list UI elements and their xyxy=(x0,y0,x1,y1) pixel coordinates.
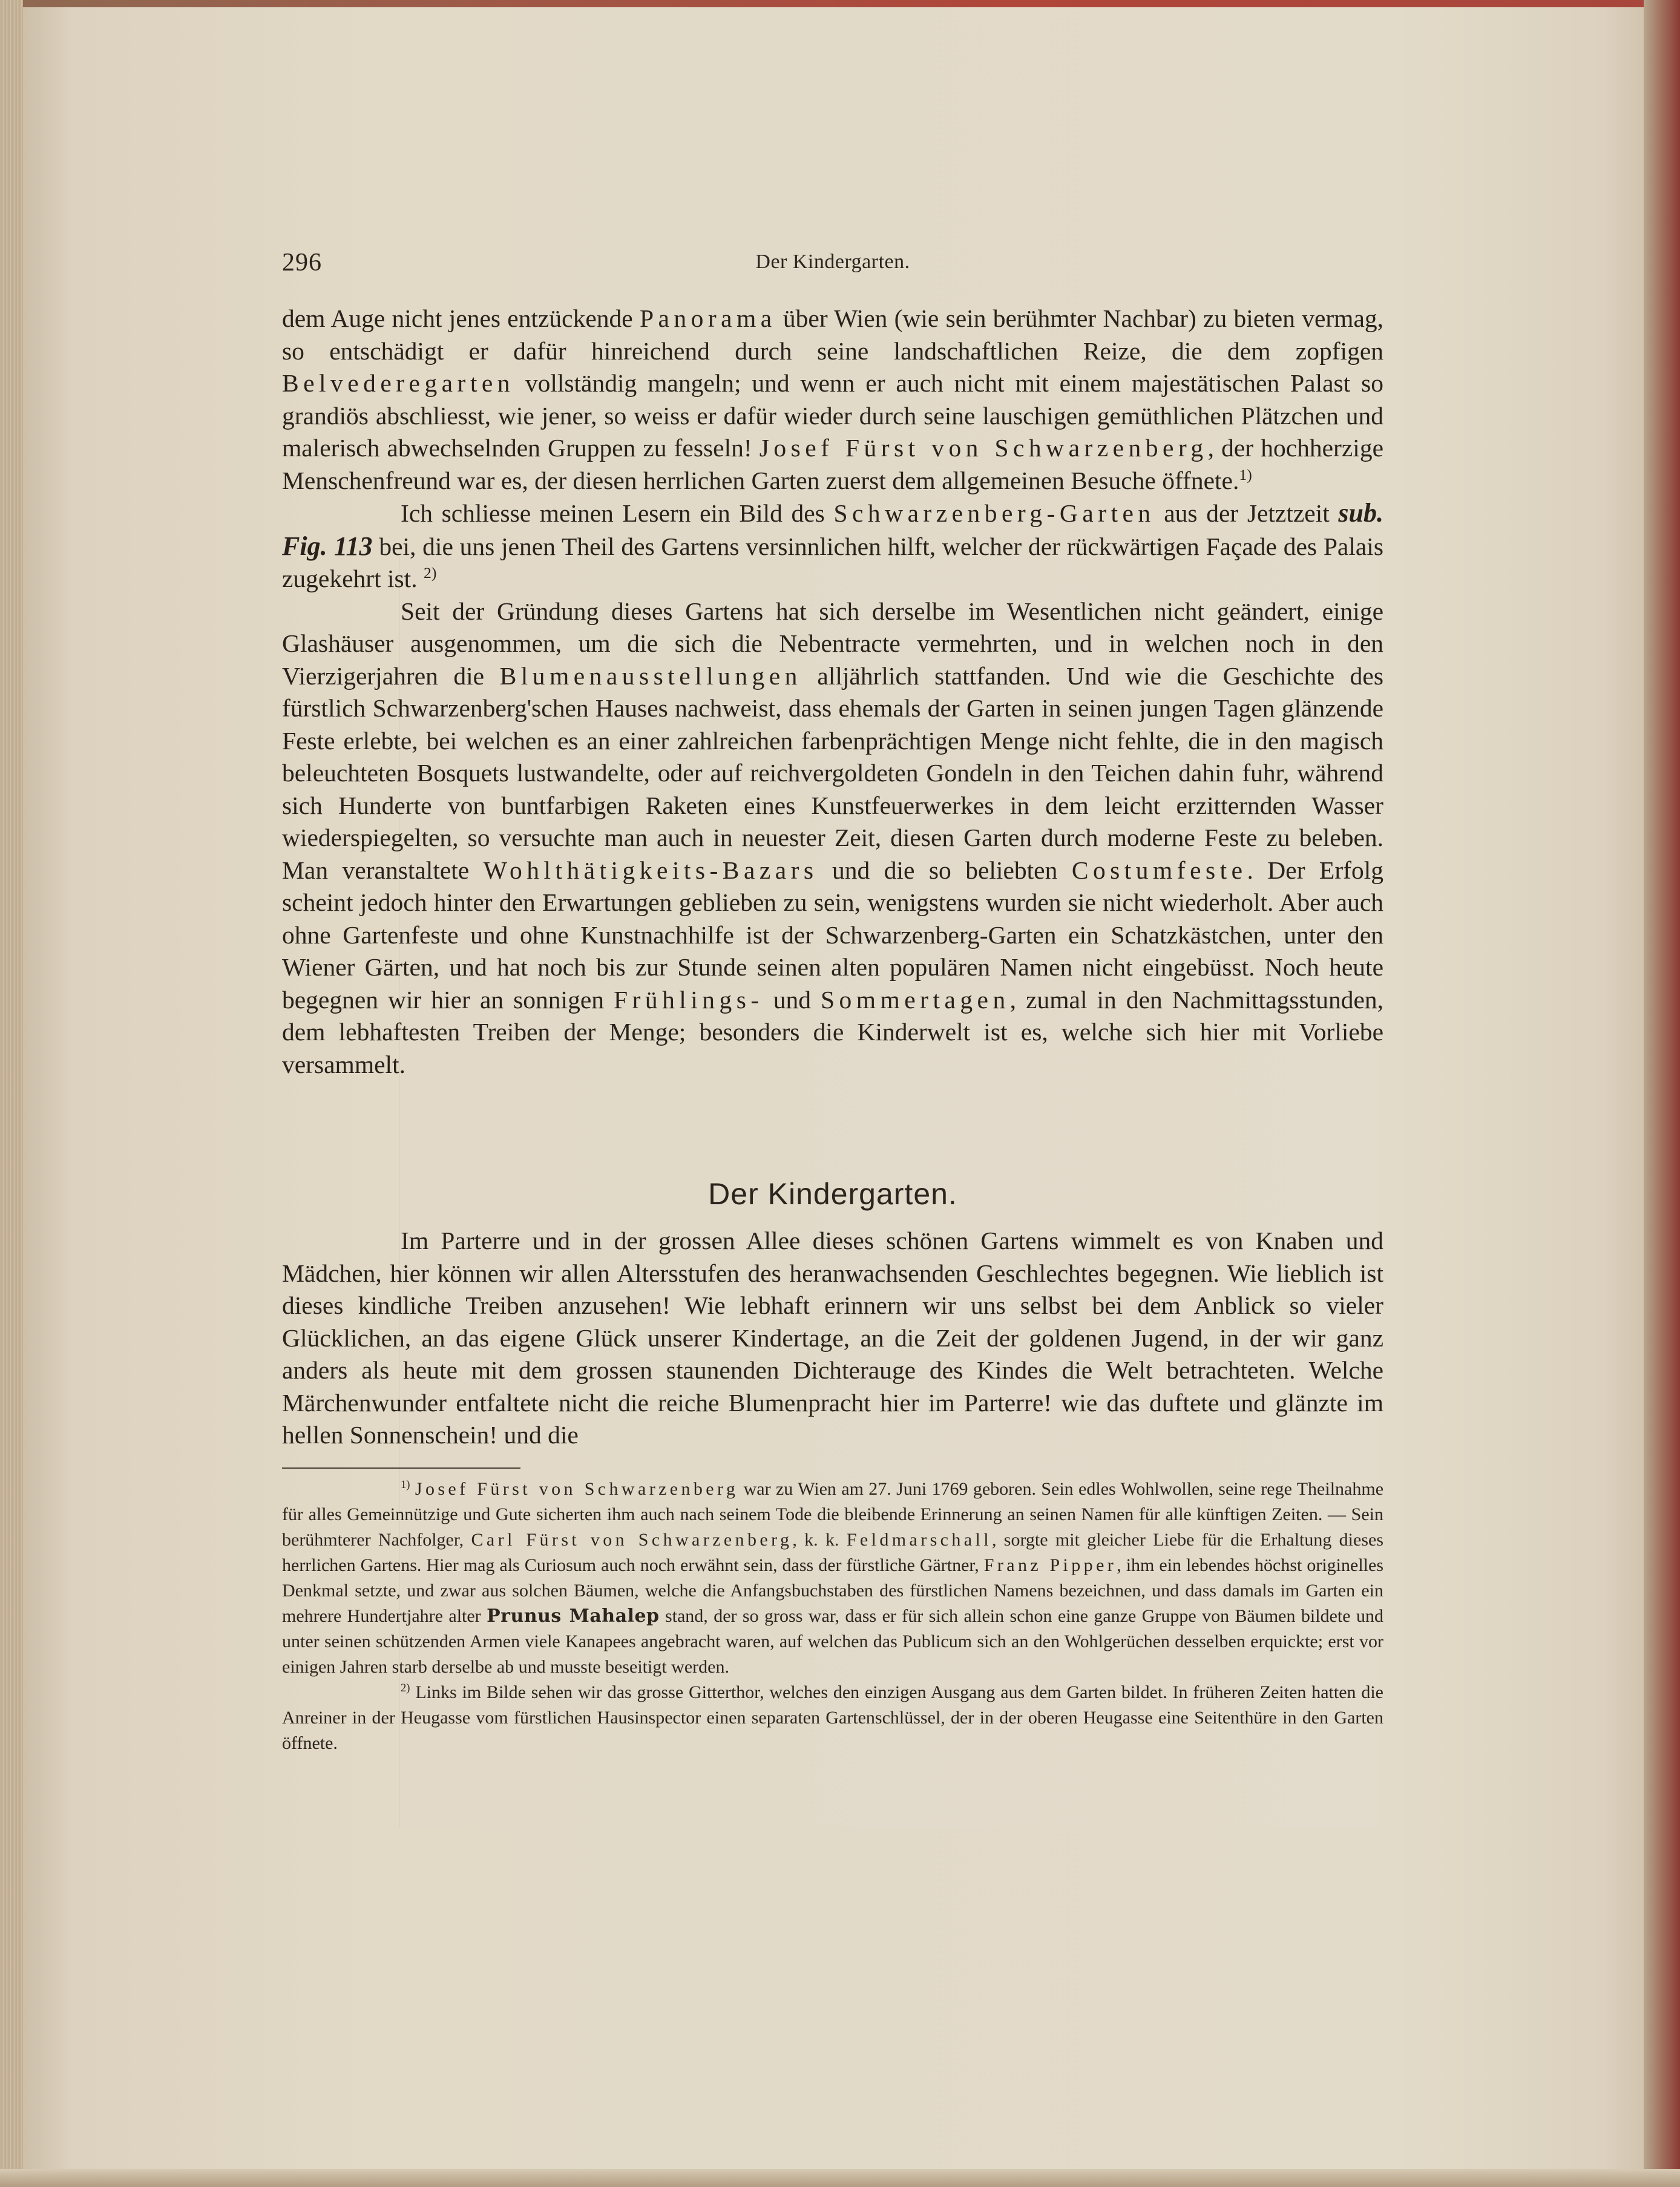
text-run: , k. k. xyxy=(792,1530,847,1550)
footnote-ref-1: 1) xyxy=(1239,465,1252,484)
spaced-name: Josef Fürst von Schwarzenberg xyxy=(759,434,1208,462)
spaced-name: Josef Fürst von Schwarzenberg xyxy=(415,1479,739,1499)
running-header xyxy=(282,248,1383,284)
spaced-term: Blumenausstellungen xyxy=(499,661,802,690)
spaced-term: Costumfeste xyxy=(1071,856,1247,884)
footnote-mark: 1) xyxy=(401,1478,410,1491)
text-run: alljährlich stattfanden. Und wie die Geschichte des fürstlich Schwarzenberg'schen Hauses nachweist, dass ehemals der Garten in seinen jungen Tagen glänzende Feste erlebte, bei welchen es an einer zahlreichen farbenprächtigen Menge nicht fehlte, die in den magisch beleuchteten Bosquets lustwandelte, oder auf reichvergoldeten Gondeln in den Teichen dahin fuhr, während sich Hunderte von buntfarbigen Raketen eines Kunstfeuerwerkes in dem leicht erzitternden Wasser wiederspiegelten, so versuchte man auch in neuester Zeit, diesen Garten durch moderne Feste zu beleben. Man veranstaltete xyxy=(282,661,1383,884)
page-number: 296 xyxy=(282,249,322,277)
text-run: war zu Wien am 27. Juni 1769 geboren. Sein edles Wohlwollen, seine rege Theilnahme für alles Gemeinnützige und Gute sicherten ihm auch nach seinem Tode die bleibende Erinnerung an seinen Namen für alle künftigen Zeiten. — Sein berühmterer Nachfolger, xyxy=(282,1479,1384,1550)
footnote-1 xyxy=(282,1477,1383,1680)
figure-reference: sub. Fig. 113 xyxy=(282,498,1383,561)
page-edge-left xyxy=(0,0,23,2187)
page-edge-right xyxy=(1644,0,1680,2187)
text-run: Links im Bilde sehen wir das grosse Gitterthor, welches den einzigen Ausgang aus dem Garten bildet. In früheren Zeiten hatten die Anreiner in der Heugasse vom fürstlichen Hausinspector einen separaten Gartenschlüssel, der in der oberen Heugasse eine Seitenthüre in den Garten öffnete. xyxy=(282,1682,1383,1753)
text-run: Seit der Gründung dieses Gartens hat sich derselbe im Wesentlichen nicht geändert, einige Glashäuser ausgenommen, um die sich die Nebentracte vermehrten, und in welchen noch in den Vierzigerjahren die xyxy=(282,597,1383,690)
paragraph-2 xyxy=(282,497,1383,595)
blackletter-term: Prunus Mahalep xyxy=(487,1605,660,1627)
text-run: , sorgte mit gleicher Liebe für die Erhaltung dieses herrlichen Gartens. Hier mag als Curiosum auch noch erwähnt sein, dass der fürstliche Gärtner, xyxy=(282,1530,1384,1575)
text-run: und xyxy=(763,985,821,1014)
text-run: . Der Erfolg scheint jedoch hinter den Erwartungen geblieben zu sein, wenigstens wurden sie nicht wiederholt. Aber auch ohne Gartenfeste und ohne Kunstnachhilfe ist der Schwarzenberg-Garten ein Schatzkästchen, unter den Wiener Gärten, und hat noch bis zur Stunde seinen alten populären Namen nicht eingebüsst. Noch heute begegnen wir hier an sonnigen xyxy=(282,856,1383,1014)
paragraph-1 xyxy=(282,303,1383,497)
section-heading: Der Kindergarten. xyxy=(708,1177,957,1211)
spaced-term: Frühlings- xyxy=(614,985,764,1014)
footnote-2 xyxy=(282,1680,1383,1756)
page-edge-top xyxy=(0,0,1680,7)
text-run xyxy=(410,1479,415,1499)
text-run: und die so beliebten xyxy=(818,856,1072,884)
paragraph-3 xyxy=(282,595,1383,1081)
footnote-mark: 2) xyxy=(401,1682,410,1694)
spaced-term: Feldmarschall xyxy=(846,1530,992,1550)
footnote-divider xyxy=(282,1467,520,1469)
section-text xyxy=(282,1225,1383,1452)
spaced-term: Schwarzenberg-Garten xyxy=(833,499,1155,527)
spaced-term: Wohlthätigkeits-Bazars xyxy=(483,856,818,884)
page-edge-bottom xyxy=(0,2169,1680,2187)
spaced-name: Franz Pipper xyxy=(983,1555,1117,1575)
main-text xyxy=(282,303,1383,1081)
text-run: , ihm ein lebendes höchst originelles Denkmal setzte, und zwar aus solchen Bäumen, welche die Anfangsbuchstaben des fürstlichen Namens bezeichnen, und dass damals im Garten ein mehrere Hundertjahre alter xyxy=(282,1555,1383,1626)
spaced-term: Belvederegarten xyxy=(282,369,514,397)
text-run: vollständig mangeln; und wenn er auch nicht mit einem majestätischen Palast so grandiös abschliesst, wie jener, so weiss er dafür wieder durch seine lauschigen gemüthlichen Plätzchen und malerisch abwechselnden Gruppen zu fesseln! xyxy=(282,369,1383,462)
paragraph-4: Im Parterre und in der grossen Allee dieses schönen Gartens wimmelt es von Knaben und Mädchen, hier können wir allen Altersstufen des heranwachsenden Geschlechtes begegnen. Wie lieblich ist dieses kindliche Treiben anzusehen! Wie lebhaft erinnern wir uns selbst bei dem Anblick so vieler Glücklichen, an das eigene Glück unserer Kindertage, an die Zeit der goldenen Jugend, in der wir ganz anders als heute mit dem grossen staunenden Dichterauge des Kindes die Welt betrachteten. Welche Märchenwunder entfaltete nicht die reiche Blumenpracht hier im Parterre! wie das duftete und glänzte im hellen Sonnenschein! und die xyxy=(282,1227,1383,1449)
running-title: Der Kindergarten. xyxy=(755,251,910,273)
spaced-term: Sommertagen xyxy=(821,985,1010,1014)
text-run: über Wien (wie sein berühmter Nachbar) zu bieten vermag, so entschädigt er dafür hinreichend durch seine landschaftlichen Reize, die dem zopfigen xyxy=(282,304,1384,365)
text-run: aus der Jetztzeit xyxy=(1155,499,1339,527)
text-run: Ich schliesse meinen Lesern ein Bild des xyxy=(401,499,834,527)
text-run: , der hochherzige Menschenfreund war es, der diesen herrlichen Garten zuerst dem allgemeinen Besuche öffnete. xyxy=(282,434,1383,494)
spaced-name: Carl Fürst von Schwarzenberg xyxy=(471,1530,793,1550)
text-run: stand, der so gross war, dass er für sich allein schon eine ganze Gruppe von Bäumen bildete und unter seinen schützenden Armen viele Kanapees angebracht waren, auf welchen das Publicum sich an den Wohlgerüchen desselben erquickte; erst vor einigen Jahren starb derselbe ab und musste beseitigt werden. xyxy=(282,1606,1383,1677)
footnote-ref-2: 2) xyxy=(423,564,437,582)
text-run: dem Auge nicht jenes entzückende xyxy=(282,304,640,332)
text-run: bei, die uns jenen Theil des Gartens versinnlichen hilft, welcher der rückwärtigen Façade des Palais zugekehrt ist. xyxy=(282,532,1383,592)
text-run: , zumal in den Nachmittagsstunden, dem lebhaftesten Treiben der Menge; besonders die Kinderwelt ist es, welche sich hier mit Vorliebe versammelt. xyxy=(282,985,1384,1078)
footnotes xyxy=(282,1477,1383,1756)
spaced-term: Panorama xyxy=(639,304,776,332)
